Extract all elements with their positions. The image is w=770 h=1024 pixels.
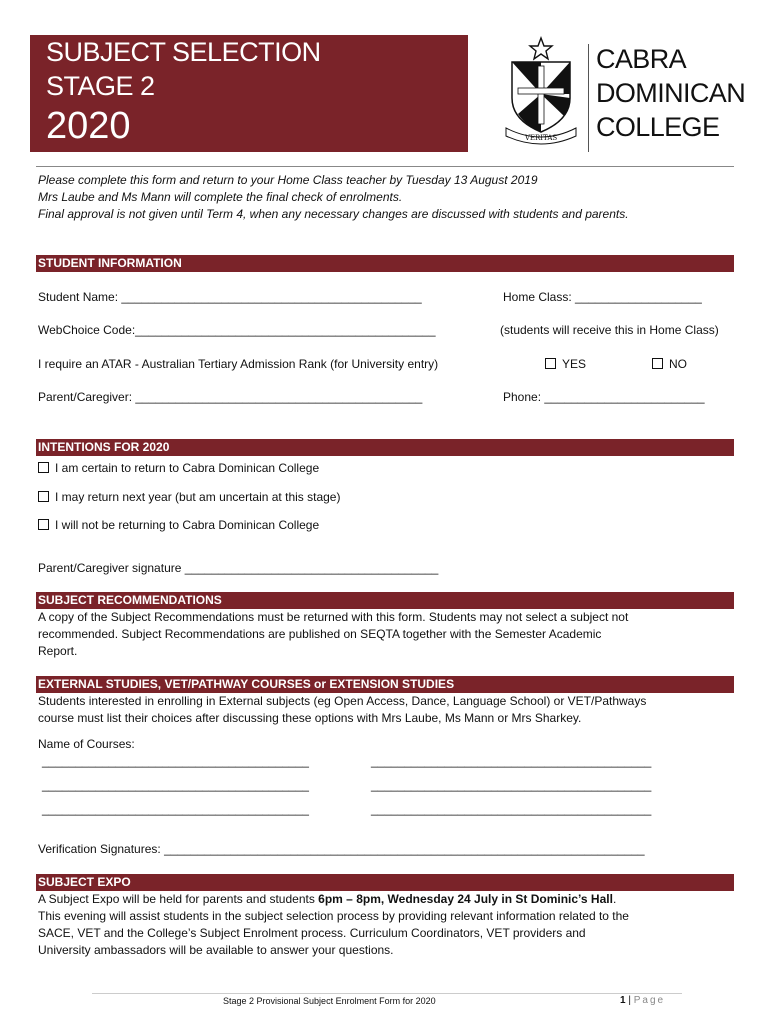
- college-name-line-1: CABRA: [596, 44, 687, 74]
- college-crest-logo: [502, 36, 580, 146]
- checkbox-icon[interactable]: [652, 358, 663, 369]
- page-separator: |: [625, 995, 634, 1006]
- checkbox-icon[interactable]: [545, 358, 556, 369]
- recommendations-text: [38, 609, 728, 660]
- external-line: course must list their choices after discussing these options with Mrs Laube, Ms Mann or Mrs Sharkey.: [38, 711, 582, 725]
- atar-question: I require an ATAR - Australian Tertiary Admission Rank (for University entry): [38, 357, 439, 371]
- crest-motto: VERITAS: [524, 134, 558, 142]
- section-heading-intentions: INTENTIONS FOR 2020: [36, 439, 734, 456]
- expo-line-3: SACE, VET and the College’s Subject Enrolment process. Curriculum Coordinators, VET providers and: [38, 926, 586, 940]
- webchoice-note: (students will receive this in Home Class): [500, 323, 719, 337]
- course-blank-left-2[interactable]: ________________________________________: [42, 778, 309, 792]
- expo-line-1: [38, 891, 728, 908]
- section-heading-subject-expo: SUBJECT EXPO: [36, 874, 734, 891]
- recommendations-line: Report.: [38, 644, 78, 658]
- course-blank-right-3[interactable]: __________________________________________: [371, 802, 652, 816]
- header-divider: [36, 166, 734, 167]
- phone-field[interactable]: Phone: ________________________: [503, 390, 705, 404]
- atar-yes-option[interactable]: [545, 357, 586, 371]
- parent-caregiver-field[interactable]: Parent/Caregiver: ___________________________________________: [38, 390, 423, 404]
- page-number-value: 1: [620, 995, 626, 1006]
- recommendations-line: A copy of the Subject Recommendations must be returned with this form. Students may not select a subject not: [38, 610, 629, 624]
- home-class-field[interactable]: Home Class: ___________________: [503, 290, 702, 304]
- expo-line-4: University ambassadors will be available to answer your questions.: [38, 943, 394, 957]
- intention-option-1[interactable]: [38, 461, 319, 475]
- page-number: [620, 995, 665, 1006]
- intention-option-label: I am certain to return to Cabra Dominican College: [55, 461, 320, 475]
- verification-signatures-field[interactable]: Verification Signatures: ________________________________________________________________________: [38, 842, 645, 856]
- intro-line-1: Please complete this form and return to your Home Class teacher by Tuesday 13 August 2019: [38, 173, 538, 187]
- intention-option-label: I will not be returning to Cabra Dominican College: [55, 518, 320, 532]
- intention-option-3[interactable]: [38, 518, 319, 532]
- title-year: 2020: [46, 105, 131, 147]
- recommendations-line: recommended. Subject Recommendations are published on SEQTA together with the Semester Academic: [38, 627, 602, 641]
- external-line: Students interested in enrolling in External subjects (eg Open Access, Dance, Language School) or VET/Pathways: [38, 694, 647, 708]
- course-blank-right-1[interactable]: __________________________________________: [371, 754, 652, 768]
- intention-option-label: I may return next year (but am uncertain at this stage): [55, 490, 341, 504]
- page-word: Page: [633, 995, 666, 1006]
- expo-line-2: This evening will assist students in the subject selection process by providing relevant information related to the: [38, 909, 629, 923]
- parent-signature-field[interactable]: Parent/Caregiver signature ______________________________________: [38, 561, 439, 575]
- course-blank-right-2[interactable]: __________________________________________: [371, 778, 652, 792]
- section-heading-external-studies: EXTERNAL STUDIES, VET/PATHWAY COURSES or EXTENSION STUDIES: [36, 676, 734, 693]
- footer-divider: [92, 993, 682, 994]
- external-studies-text: [38, 693, 728, 727]
- college-name-line-2: DOMINICAN: [596, 78, 746, 108]
- atar-no-option[interactable]: [652, 357, 687, 371]
- checkbox-icon[interactable]: [38, 519, 49, 530]
- intro-line-3: Final approval is not given until Term 4, when any necessary changes are discussed with students and parents.: [38, 207, 629, 221]
- expo-date-time: 6pm – 8pm, Wednesday 24 July in St Dominic’s Hall: [318, 892, 613, 906]
- expo-text: [38, 891, 728, 959]
- title-banner: [30, 35, 468, 152]
- atar-yes-label: YES: [562, 357, 587, 371]
- intro-line-2: Mrs Laube and Ms Mann will complete the final check of enrolments.: [38, 190, 403, 204]
- course-blank-left-3[interactable]: ________________________________________: [42, 802, 309, 816]
- title-line-1: SUBJECT SELECTION: [46, 37, 321, 67]
- atar-no-label: NO: [669, 357, 687, 371]
- checkbox-icon[interactable]: [38, 462, 49, 473]
- college-divider: [588, 44, 589, 152]
- checkbox-icon[interactable]: [38, 491, 49, 502]
- expo-line-1-end: .: [612, 892, 617, 906]
- section-heading-student-information: STUDENT INFORMATION: [36, 255, 734, 272]
- college-name-line-3: COLLEGE: [596, 112, 720, 142]
- courses-label: Name of Courses:: [38, 737, 135, 751]
- section-heading-subject-recommendations: SUBJECT RECOMMENDATIONS: [36, 592, 734, 609]
- intention-option-2[interactable]: [38, 490, 340, 504]
- student-name-field[interactable]: Student Name: _____________________________________________: [38, 290, 422, 304]
- expo-line-1-text: A Subject Expo will be held for parents and students: [38, 892, 319, 906]
- course-blank-left-1[interactable]: ________________________________________: [42, 754, 309, 768]
- footer-text: Stage 2 Provisional Subject Enrolment Form for 2020: [223, 996, 436, 1006]
- webchoice-code-field[interactable]: WebChoice Code:_____________________________________________: [38, 323, 436, 337]
- title-line-2: STAGE 2: [46, 71, 155, 101]
